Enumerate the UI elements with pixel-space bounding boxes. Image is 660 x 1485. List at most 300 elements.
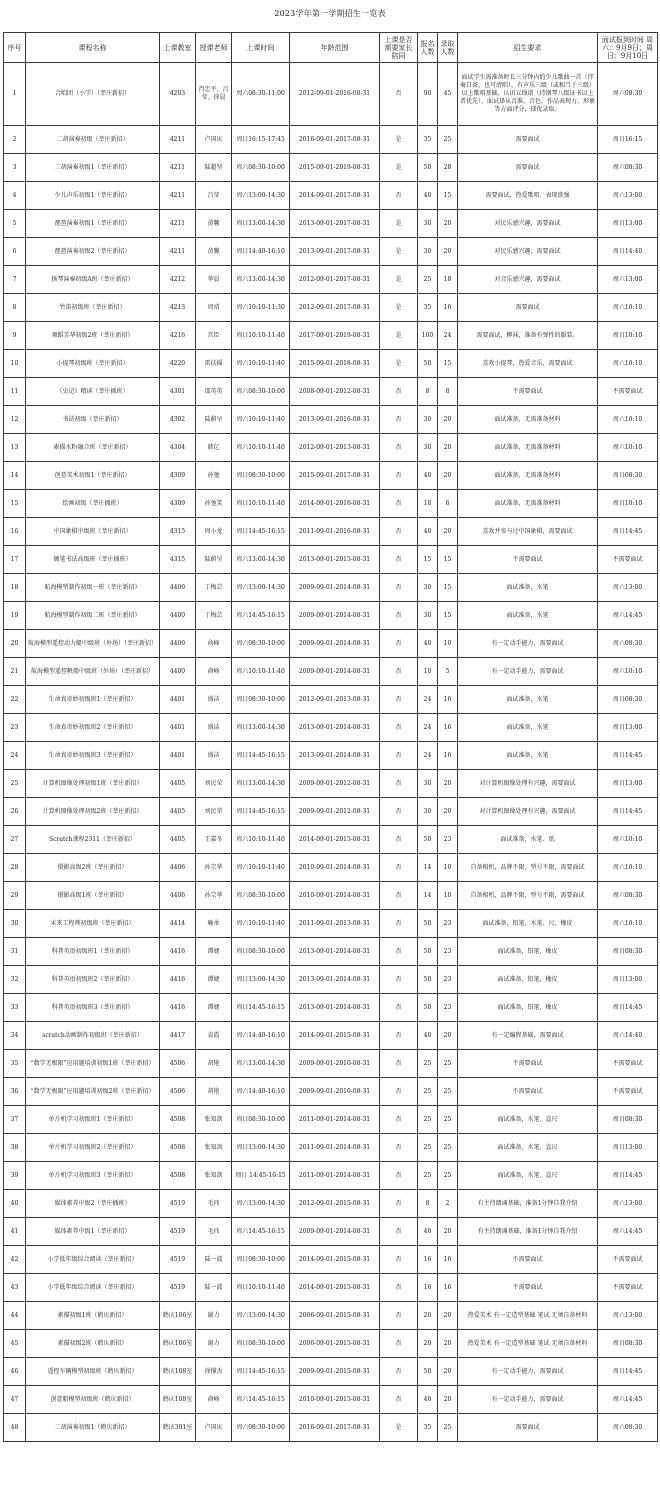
teacher: 张知剑	[196, 1162, 232, 1190]
course-name: 生命真奇妙初级班1（莘庄新招）	[26, 686, 160, 714]
enrolled-count: 25	[418, 1078, 438, 1106]
requirements: 喜欢小提琴，热爱音乐，需要面试	[458, 350, 598, 378]
requirements: 对计算机图像处理有兴趣，需要面试	[458, 798, 598, 826]
classroom: 4506	[160, 1050, 196, 1078]
parent-required: 否	[380, 1162, 418, 1190]
age-range: 2010-09-01-2014-08-31	[290, 882, 380, 910]
interview-time: 周六10:10	[598, 854, 658, 882]
teacher: 陆蔚呈	[196, 546, 232, 574]
age-range: 2016-09-01-2017-08-31	[290, 126, 380, 154]
interview-time: 周六08:30	[598, 154, 658, 182]
class-time: 周日14:40-16:10	[232, 238, 290, 266]
enrolled-count: 25	[418, 1134, 438, 1162]
table-row	[4, 826, 658, 854]
parent-required: 否	[380, 994, 418, 1022]
class-time: 周日10:10-11:40	[232, 1274, 290, 1302]
table-row	[4, 1078, 658, 1106]
parent-required: 否	[380, 1386, 418, 1414]
table-row	[4, 1106, 658, 1134]
row-number: 4	[4, 182, 26, 210]
course-name: 《史记》精读（莘庄插班）	[26, 378, 160, 406]
table-row	[4, 294, 658, 322]
classroom: 4203	[160, 63, 196, 126]
admitted-count: 8	[438, 378, 458, 406]
enrolled-count: 30	[418, 406, 438, 434]
header-interview: 面试报到时间 周六：9月9日；周日：9月10日	[598, 33, 658, 63]
admitted-count: 18	[438, 266, 458, 294]
enrolled-count: 50	[418, 154, 438, 182]
teacher: 徐撑杰	[196, 1358, 232, 1386]
table-row	[4, 602, 658, 630]
table-row	[4, 63, 658, 126]
course-name: 合唱团（小学）（莘庄新招）	[26, 63, 160, 126]
requirements: 面试准备，水笔	[458, 574, 598, 602]
class-time: 周日13:00-14:30	[232, 210, 290, 238]
interview-time: 周六10:10	[598, 658, 658, 686]
parent-required: 否	[380, 938, 418, 966]
row-number: 8	[4, 294, 26, 322]
course-name: 琵琶演奏初级2（莘庄新招）	[26, 238, 160, 266]
teacher: 黄馨	[196, 210, 232, 238]
age-range: 2011-09-01-2013-08-31	[290, 910, 380, 938]
classroom: 4519	[160, 1246, 196, 1274]
class-time: 周六10:10-11:40	[232, 350, 290, 378]
admitted-count: 16	[438, 1246, 458, 1274]
parent-required: 否	[380, 462, 418, 490]
table-row	[4, 854, 658, 882]
age-range: 2009-09-01-2015-08-31	[290, 1358, 380, 1386]
requirements: 面试准备，水笔、直尺	[458, 1134, 598, 1162]
requirements: 有一定动手能力，需要面试	[458, 630, 598, 658]
course-name: 素描水粉融合班（莘庄新招）	[26, 434, 160, 462]
age-range: 2009-09-01-2010-08-31	[290, 1050, 380, 1078]
row-number: 44	[4, 1302, 26, 1330]
row-number: 28	[4, 854, 26, 882]
interview-time: 周日13:00	[598, 966, 658, 994]
interview-time: 周六10:10	[598, 294, 658, 322]
classroom: 4400	[160, 574, 196, 602]
row-number: 30	[4, 910, 26, 938]
table-row	[4, 462, 658, 490]
class-time: 周日14:45-16:15	[232, 798, 290, 826]
teacher: 孙弛笑	[196, 490, 232, 518]
enrolled-count: 24	[418, 714, 438, 742]
age-range: 2014-09-01-2015-08-31	[290, 1274, 380, 1302]
row-number: 10	[4, 350, 26, 378]
enrolled-count: 30	[418, 210, 438, 238]
teacher: 周小龙	[196, 518, 232, 546]
course-name: 计算机图像处理初级1班（莘庄新招）	[26, 770, 160, 798]
requirements: 面试准备，铅笔，橡皮	[458, 994, 598, 1022]
table-row	[4, 742, 658, 770]
row-number: 31	[4, 938, 26, 966]
parent-required: 是	[380, 322, 418, 350]
requirements: 有一定编程基础，需要面试	[458, 1022, 598, 1050]
interview-time: 周六13:00	[598, 574, 658, 602]
interview-time: 周日16:15	[598, 126, 658, 154]
teacher: 谭婕	[196, 966, 232, 994]
age-range: 2010-09-01-2015-08-31	[290, 1386, 380, 1414]
parent-required: 否	[380, 630, 418, 658]
teacher: 雷扶摇	[196, 350, 232, 378]
teacher: 陆一波	[196, 1246, 232, 1274]
class-time: 周六14:45-16:15	[232, 602, 290, 630]
row-number: 15	[4, 490, 26, 518]
parent-required: 是	[380, 350, 418, 378]
course-name: 航海模型遥控帆船中级班（外场）（莘庄新招）	[26, 658, 160, 686]
teacher: 黄馨	[196, 238, 232, 266]
parent-required: 否	[380, 686, 418, 714]
interview-time: 周日14:45	[598, 518, 658, 546]
requirements: 有一定动手能力，需要面试	[458, 1386, 598, 1414]
age-range: 2013-09-01-2016-08-31	[290, 406, 380, 434]
classroom: 4400	[160, 658, 196, 686]
teacher: 韩亿	[196, 434, 232, 462]
row-number: 5	[4, 210, 26, 238]
enrolled-count: 35	[418, 126, 438, 154]
table-row	[4, 1246, 658, 1274]
age-range: 2015-09-01-2019-08-31	[290, 154, 380, 182]
teacher: 谭婕	[196, 938, 232, 966]
enrolled-count: 30	[418, 238, 438, 266]
class-time: 周六14:40-16:10	[232, 1022, 290, 1050]
interview-time: 周六10:10	[598, 350, 658, 378]
table-row	[4, 1330, 658, 1358]
enrolled-count: 50	[418, 1358, 438, 1386]
class-time: 周六10:10-11:40	[232, 406, 290, 434]
parent-required: 是	[380, 294, 418, 322]
header-course: 课程名称	[26, 33, 160, 63]
requirements: 面试准备，铅笔，橡皮	[458, 938, 598, 966]
interview-time: 不需要面试	[598, 1274, 658, 1302]
page-title: 2023学年第一学期招生一览表	[274, 9, 386, 18]
admitted-count: 20	[438, 210, 458, 238]
admitted-count: 16	[438, 686, 458, 714]
admitted-count: 20	[438, 770, 458, 798]
admitted-count: 20	[438, 1330, 458, 1358]
row-number: 1	[4, 63, 26, 126]
interview-time: 周日10:10	[598, 490, 658, 518]
table-row	[4, 434, 658, 462]
teacher: 盛洁	[196, 742, 232, 770]
enrolled-count: 40	[418, 1386, 438, 1414]
requirements: 有主持朗诵基础，准备1分钟自我介绍	[458, 1218, 598, 1246]
teacher: 张知剑	[196, 1106, 232, 1134]
course-name: 生命真奇妙初级班3（莘庄新招）	[26, 742, 160, 770]
classroom: 4216	[160, 322, 196, 350]
parent-required: 否	[380, 798, 418, 826]
parent-required: 否	[380, 378, 418, 406]
admitted-count: 15	[438, 182, 458, 210]
parent-required: 是	[380, 266, 418, 294]
enrolled-count: 16	[418, 1246, 438, 1274]
row-number: 14	[4, 462, 26, 490]
row-number: 3	[4, 154, 26, 182]
parent-required: 是	[380, 154, 418, 182]
enrolled-count: 10	[418, 658, 438, 686]
interview-time: 周六08:30	[598, 630, 658, 658]
requirements: 自备相机，品牌不限，型号不限，需要面试	[458, 882, 598, 910]
age-range: 2009-09-01-2014-08-31	[290, 1218, 380, 1246]
parent-required: 否	[380, 1078, 418, 1106]
requirements: 面试准备，水笔、纸	[458, 826, 598, 854]
parent-required: 否	[380, 882, 418, 910]
interview-time: 周六14:45	[598, 602, 658, 630]
classroom: 4519	[160, 1190, 196, 1218]
class-time: 周六08:30-10:00	[232, 630, 290, 658]
classroom: 4508	[160, 1134, 196, 1162]
enrolled-count: 50	[418, 938, 438, 966]
class-time: 周六08:30-10:00	[232, 882, 290, 910]
course-name: 小学低年级综合阅读（莘庄新招）	[26, 1274, 160, 1302]
row-number: 2	[4, 126, 26, 154]
table-row	[4, 1358, 658, 1386]
teacher: 刘民荣	[196, 770, 232, 798]
row-number: 24	[4, 742, 26, 770]
classroom: 4414	[160, 910, 196, 938]
course-name: “数学无极限”应用题培训初级2班（莘庄新招）	[26, 1078, 160, 1106]
age-range: 2013-09-01-2017-08-31	[290, 210, 380, 238]
table-row	[4, 546, 658, 574]
age-range: 2014-09-01-2015-08-31	[290, 826, 380, 854]
course-name: 绘画初级（莘庄插班）	[26, 490, 160, 518]
admitted-count: 5	[438, 658, 458, 686]
course-name: 遥控车辆模型初级班（鹤庆新招）	[26, 1358, 160, 1386]
class-time: 周日10:10-11:40	[232, 322, 290, 350]
classroom: 4401	[160, 686, 196, 714]
row-number: 29	[4, 882, 26, 910]
parent-required: 否	[380, 1330, 418, 1358]
enrolled-count: 40	[418, 462, 438, 490]
requirements: 对计算机图像处理有兴趣，需要面试	[458, 770, 598, 798]
age-range: 2012-09-01-2013-08-31	[290, 434, 380, 462]
classroom: 4301	[160, 378, 196, 406]
enrolled-count: 90	[418, 63, 438, 126]
classroom: 4211	[160, 238, 196, 266]
admitted-count: 24	[438, 322, 458, 350]
interview-time: 周日14:45	[598, 798, 658, 826]
enrolled-count: 18	[418, 490, 438, 518]
table-row	[4, 1274, 658, 1302]
requirements: 有主持朗诵基础，准备1分钟自我介绍	[458, 1190, 598, 1218]
admitted-count: 20	[438, 1358, 458, 1386]
age-range: 2012-09-01-2016-08-31	[290, 63, 380, 126]
header-time: 上课时间	[232, 33, 290, 63]
admitted-count: 23	[438, 966, 458, 994]
age-range: 2013-09-01-2017-08-31	[290, 238, 380, 266]
teacher: 丁梅芸	[196, 574, 232, 602]
course-name: 素描初级2班（鹤庆新招）	[26, 1330, 160, 1358]
enrolled-count: 30	[418, 798, 438, 826]
age-range: 2010-09-01-2014-08-31	[290, 854, 380, 882]
table-row	[4, 210, 658, 238]
class-time: 周六08:30-10:00	[232, 1414, 290, 1442]
classroom: 4211	[160, 126, 196, 154]
class-time: 周日08:30-10:00	[232, 686, 290, 714]
parent-required: 否	[380, 658, 418, 686]
class-time: 周六10:10-11:30	[232, 294, 290, 322]
teacher: 谢力	[196, 1302, 232, 1330]
table-row	[4, 1134, 658, 1162]
interview-time: 周日13:00	[598, 1134, 658, 1162]
course-name: 舞蹈芳华初级2班（莘庄新招）	[26, 322, 160, 350]
classroom: 鹤庆108室	[160, 1358, 196, 1386]
requirements: 喜欢并参与过中国象棋，需要面试	[458, 518, 598, 546]
age-range: 2012-09-01-2017-08-31	[290, 294, 380, 322]
class-time: 周日08:30-10:00	[232, 938, 290, 966]
admitted-count: 25	[438, 1414, 458, 1442]
row-number: 21	[4, 658, 26, 686]
row-number: 23	[4, 714, 26, 742]
admitted-count: 20	[438, 238, 458, 266]
age-range: 2009-09-01-2014-08-31	[290, 574, 380, 602]
table-row	[4, 406, 658, 434]
interview-time: 周六10:10	[598, 434, 658, 462]
class-time: 周六14:45-16:15	[232, 1218, 290, 1246]
admitted-count: 16	[438, 714, 458, 742]
table-row	[4, 910, 658, 938]
class-time: 周日08:30-10:00	[232, 1246, 290, 1274]
enrolled-count: 25	[418, 266, 438, 294]
age-range: 2013-09-01-2014-08-31	[290, 966, 380, 994]
teacher: 卢国庆	[196, 126, 232, 154]
interview-time: 周六10:10	[598, 406, 658, 434]
parent-required: 否	[380, 1246, 418, 1274]
enrolled-count: 30	[418, 770, 438, 798]
course-name: Scratch课程2311（莘庄新招）	[26, 826, 160, 854]
admitted-count: 2	[438, 1190, 458, 1218]
classroom: 4416	[160, 994, 196, 1022]
classroom: 4400	[160, 630, 196, 658]
teacher: 盛洁	[196, 714, 232, 742]
interview-time: 周日14:40	[598, 238, 658, 266]
classroom: 4220	[160, 350, 196, 378]
classroom: 4302	[160, 406, 196, 434]
parent-required: 否	[380, 714, 418, 742]
requirements: 面试准备，水笔、直尺	[458, 1162, 598, 1190]
row-number: 6	[4, 238, 26, 266]
table-row	[4, 1022, 658, 1050]
requirements: 面试学生需准备时长三分钟内的少儿歌曲一首（伴奏自备，也可清唱），有声乐三级（或相当于三级）以上歌唱基础、认识五线谱（持钢琴八级证书以上者优先），面试择从音准、音色、作品表现力、形象等方面评分，择优录取。	[458, 63, 598, 126]
class-time: 周六13:00-14:30	[232, 1050, 290, 1078]
course-name: scratch动画制作初级班（莘庄新招）	[26, 1022, 160, 1050]
classroom: 4304	[160, 434, 196, 462]
row-number: 37	[4, 1106, 26, 1134]
course-name: 中国象棋中级班（莘庄新招）	[26, 518, 160, 546]
age-range: 2008-09-01-2012-08-31	[290, 378, 380, 406]
row-number: 47	[4, 1386, 26, 1414]
row-number: 12	[4, 406, 26, 434]
class-time: 周六08:30-10:00	[232, 154, 290, 182]
age-range: 2014-09-01-2015-08-31	[290, 1022, 380, 1050]
age-range: 2014-09-01-2015-08-31	[290, 1246, 380, 1274]
requirements: 对音乐感兴趣，需要面试	[458, 266, 598, 294]
interview-time: 不需要面试	[598, 1050, 658, 1078]
age-range: 2012-09-01-2013-08-31	[290, 686, 380, 714]
course-name: 单片机学习初级班1（莘庄新招）	[26, 1106, 160, 1134]
interview-time: 周六13:00	[598, 1302, 658, 1330]
course-name: 竹笛初级班（莘庄新招）	[26, 294, 160, 322]
admitted-count: 20	[438, 1302, 458, 1330]
interview-time: 周日14:45	[598, 742, 658, 770]
requirements: 面试准备，水笔	[458, 742, 598, 770]
enrolled-count: 8	[418, 1190, 438, 1218]
class-time: 周六10:10-11:40	[232, 854, 290, 882]
course-name: 二胡演奏初级1（鹤庆新招）	[26, 1414, 160, 1442]
enrolled-count: 8	[418, 378, 438, 406]
teacher: 丁梅芸	[196, 602, 232, 630]
row-number: 34	[4, 1022, 26, 1050]
class-time: 周日08:30-10:00	[232, 1106, 290, 1134]
parent-required: 否	[380, 854, 418, 882]
requirements: 不需要面试	[458, 378, 598, 406]
age-range: 2012-09-01-2017-08-31	[290, 266, 380, 294]
row-number: 42	[4, 1246, 26, 1274]
classroom: 4211	[160, 154, 196, 182]
classroom: 4406	[160, 882, 196, 910]
age-range: 2012-09-01-2015-08-31	[290, 1190, 380, 1218]
requirements: 需要面试	[458, 126, 598, 154]
enrolled-count: 100	[418, 322, 438, 350]
teacher: 陆超坚	[196, 154, 232, 182]
age-range: 2013-09-01-2014-08-31	[290, 994, 380, 1022]
teacher: 张知剑	[196, 1134, 232, 1162]
header-admitted: 录取人数	[438, 33, 458, 63]
classroom: 4519	[160, 1218, 196, 1246]
parent-required: 否	[380, 490, 418, 518]
requirements: 需要面试	[458, 294, 598, 322]
classroom: 4405	[160, 798, 196, 826]
enrolled-count: 24	[418, 686, 438, 714]
requirements: 对民乐感兴趣，需要面试	[458, 210, 598, 238]
classroom: 4401	[160, 714, 196, 742]
requirements: 面试准备，水笔	[458, 714, 598, 742]
teacher: 王嘉冬	[196, 826, 232, 854]
classroom: 4506	[160, 1078, 196, 1106]
age-range: 2013-09-01-2014-08-31	[290, 714, 380, 742]
table-row	[4, 154, 658, 182]
admitted-count: 25	[438, 126, 458, 154]
teacher: 俞峰	[196, 658, 232, 686]
course-name: 媒体素养中级1（莘庄新招）	[26, 1218, 160, 1246]
table-row	[4, 938, 658, 966]
row-number: 20	[4, 630, 26, 658]
row-number: 35	[4, 1050, 26, 1078]
admitted-count: 15	[438, 350, 458, 378]
parent-required: 否	[380, 1190, 418, 1218]
parent-required: 否	[380, 1106, 418, 1134]
table-row	[4, 238, 658, 266]
classroom: 4211	[160, 182, 196, 210]
classroom: 鹤庆301室	[160, 1414, 196, 1442]
table-row	[4, 1218, 658, 1246]
admitted-count: 20	[438, 462, 458, 490]
class-time: 周六10:10-11:40	[232, 658, 290, 686]
parent-required: 否	[380, 1134, 418, 1162]
parent-required: 否	[380, 63, 418, 126]
class-time: 周日16:15-17:45	[232, 126, 290, 154]
row-number: 22	[4, 686, 26, 714]
age-range: 2009-09-01-2012-08-31	[290, 798, 380, 826]
interview-time: 周六13:00	[598, 182, 658, 210]
age-range: 2011-09-01-2014-08-31	[290, 1134, 380, 1162]
enrolled-count: 25	[418, 1050, 438, 1078]
admitted-count: 20	[438, 1022, 458, 1050]
admitted-count: 20	[438, 1386, 458, 1414]
age-range: 2009-09-01-2010-08-31	[290, 1078, 380, 1106]
row-number: 43	[4, 1274, 26, 1302]
requirements: 需要面试，热爱歌唱、表现欲强	[458, 182, 598, 210]
